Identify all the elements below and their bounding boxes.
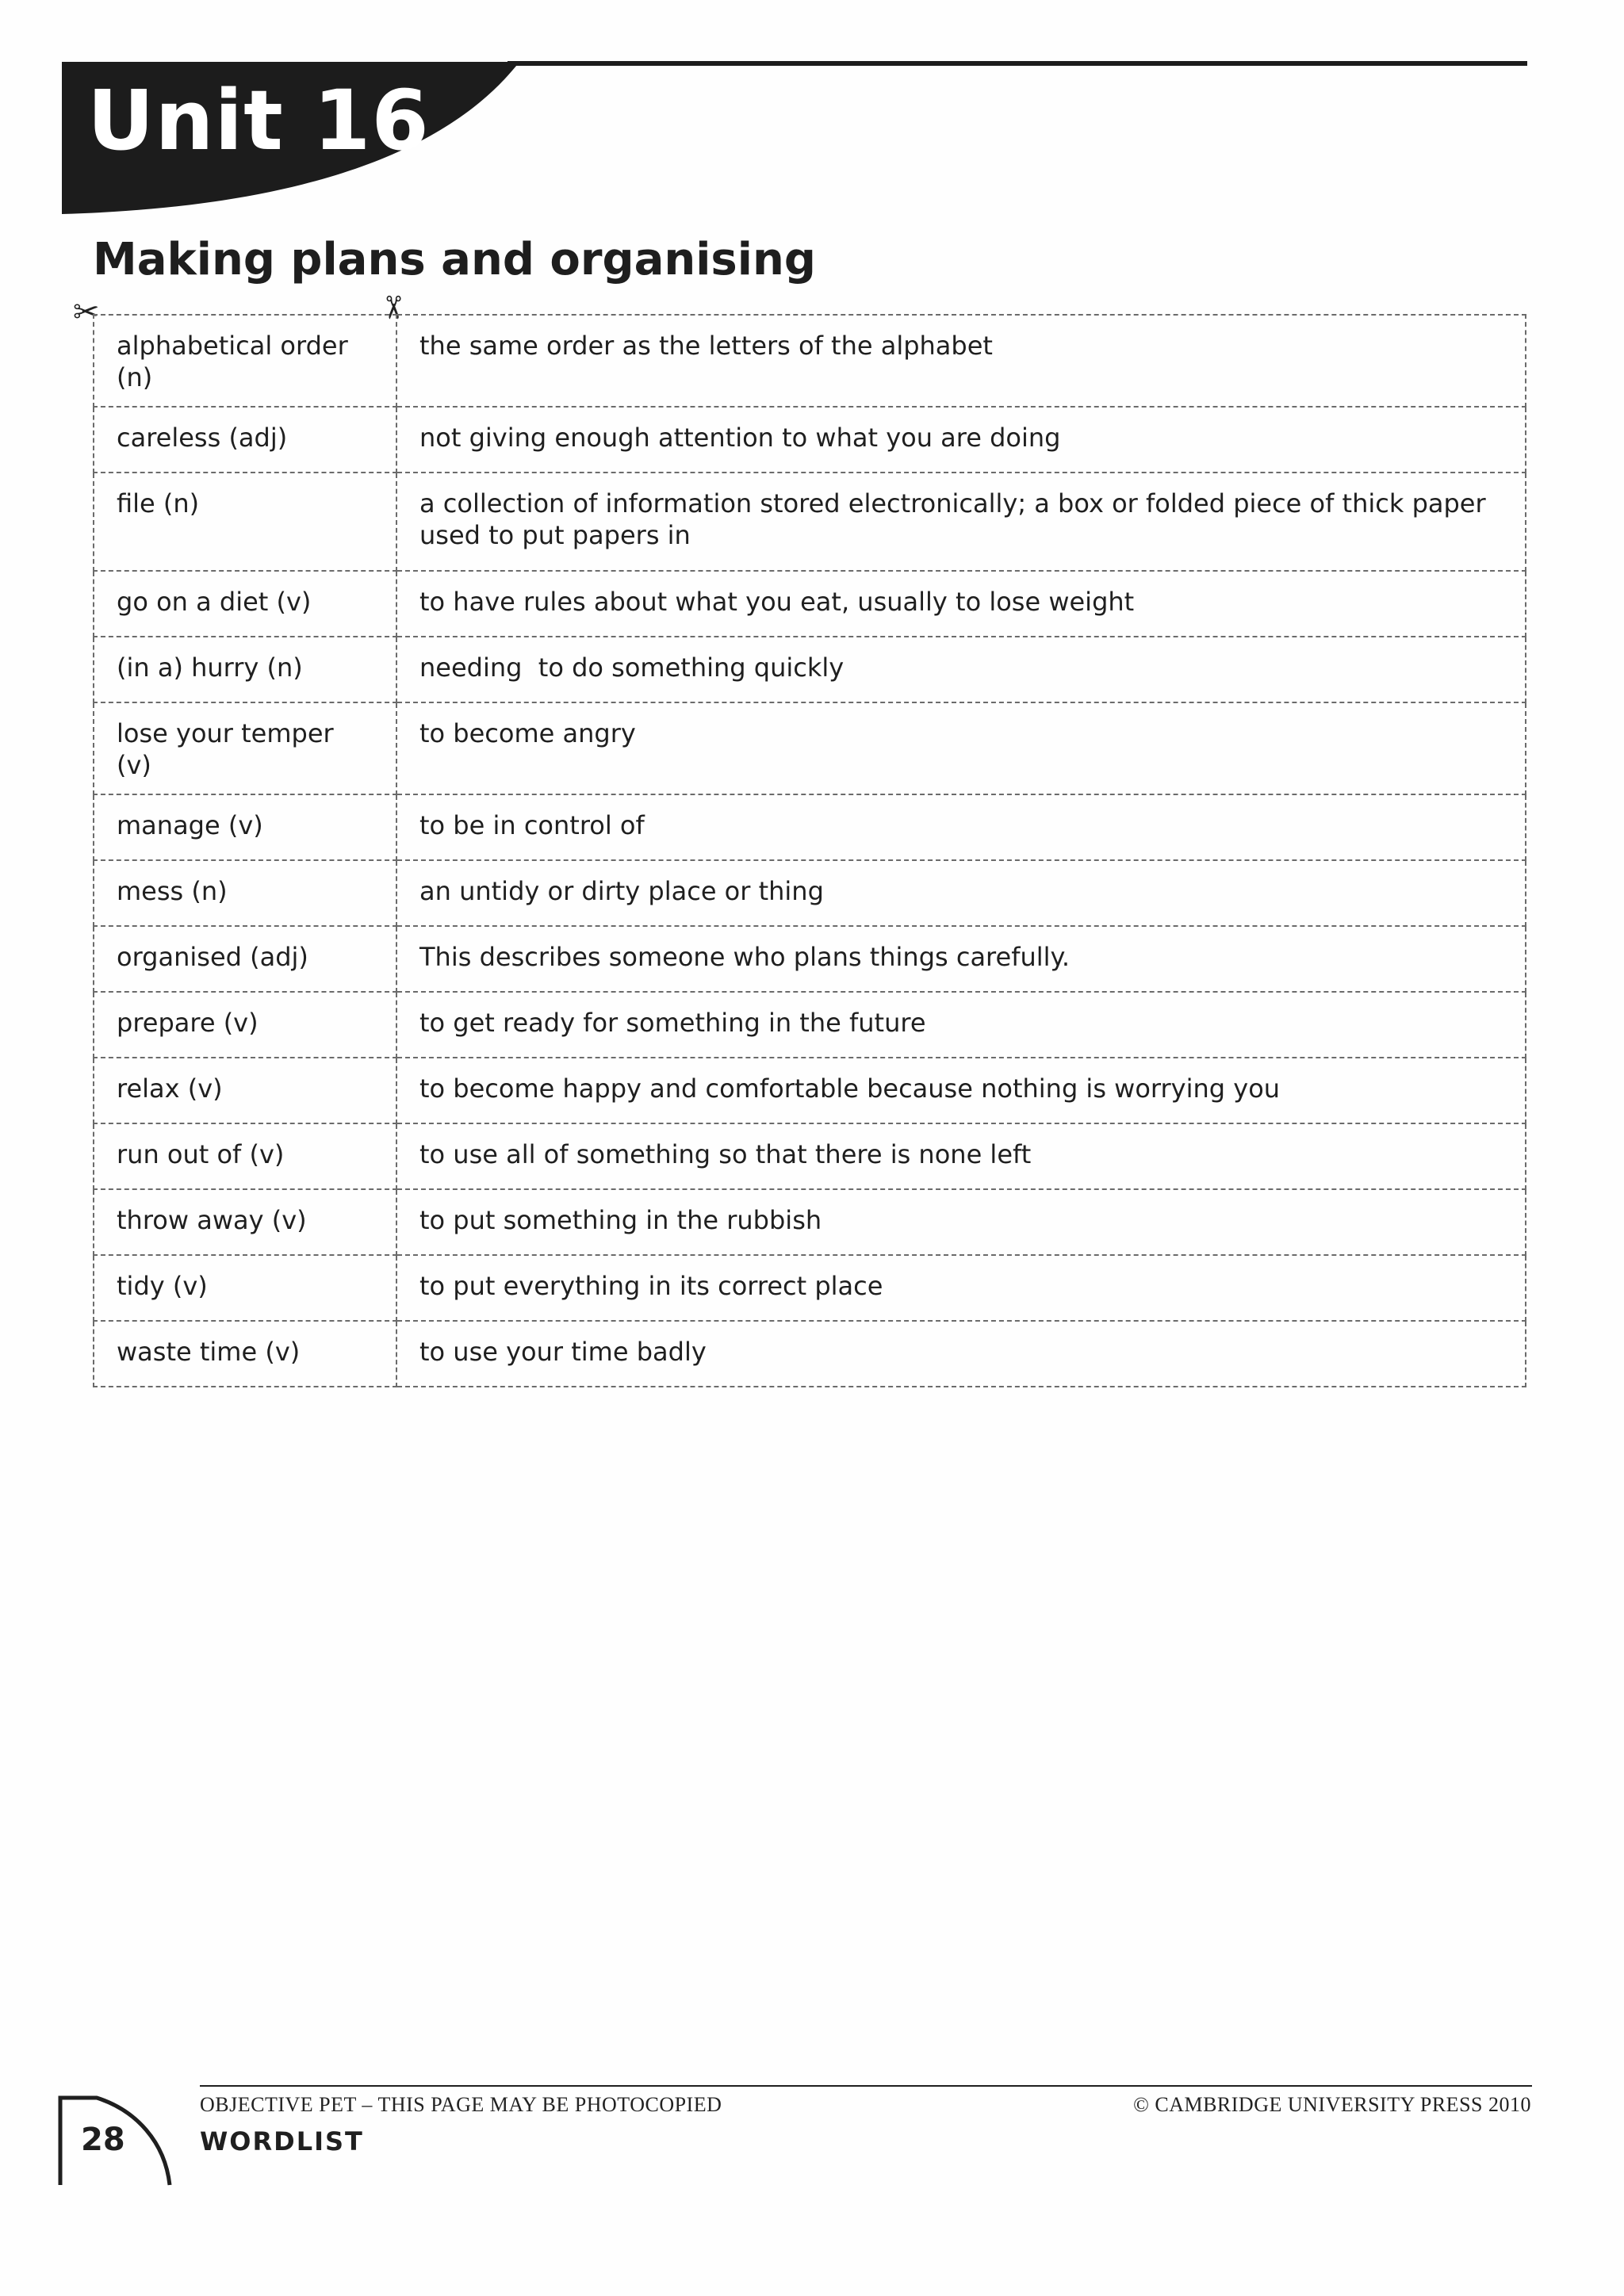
table-row (94, 794, 1526, 860)
term-cell: prepare (v) (94, 992, 396, 1058)
definition-cell: needing to do something quickly (396, 637, 1526, 702)
table-row (94, 1058, 1526, 1123)
table-row (94, 637, 1526, 702)
definition-cell: to become happy and comfortable because nothing is worrying you (396, 1058, 1526, 1123)
term-cell: throw away (v) (94, 1189, 396, 1255)
unit-title: Unit 16 (87, 72, 430, 169)
table-row (94, 315, 1526, 407)
table-row (94, 926, 1526, 992)
definition-cell: an untidy or dirty place or thing (396, 860, 1526, 926)
page-number: 28 (81, 2122, 125, 2158)
photocopy-note: OBJECTIVE PET – THIS PAGE MAY BE PHOTOCOPIED (200, 2093, 722, 2116)
term-cell: mess (n) (94, 860, 396, 926)
header-rule (508, 61, 1527, 66)
term-cell: (in a) hurry (n) (94, 637, 396, 702)
table-row (94, 473, 1526, 571)
term-cell: tidy (v) (94, 1255, 396, 1321)
term-cell: lose your temper (v) (94, 702, 396, 794)
definition-cell: to put everything in its correct place (396, 1255, 1526, 1321)
table-row (94, 992, 1526, 1058)
definition-cell: to put something in the rubbish (396, 1189, 1526, 1255)
section-title: Making plans and organising (93, 234, 816, 285)
term-cell: go on a diet (v) (94, 571, 396, 637)
table-row (94, 1123, 1526, 1189)
definition-cell: to be in control of (396, 794, 1526, 860)
wordlist-table (93, 314, 1526, 1387)
section-label: WORDLIST (200, 2126, 364, 2156)
definition-cell: to use all of something so that there is none left (396, 1123, 1526, 1189)
term-cell: file (n) (94, 473, 396, 571)
definition-cell: the same order as the letters of the alphabet (396, 315, 1526, 407)
table-row (94, 571, 1526, 637)
definition-cell: to get ready for something in the future (396, 992, 1526, 1058)
table-row (94, 1321, 1526, 1387)
term-cell: organised (adj) (94, 926, 396, 992)
definition-cell: to have rules about what you eat, usually to lose weight (396, 571, 1526, 637)
table-row (94, 860, 1526, 926)
term-cell: relax (v) (94, 1058, 396, 1123)
table-row (94, 1255, 1526, 1321)
definition-cell: not giving enough attention to what you are doing (396, 407, 1526, 473)
term-cell: run out of (v) (94, 1123, 396, 1189)
term-cell: manage (v) (94, 794, 396, 860)
table-row (94, 407, 1526, 473)
definition-cell: to use your time badly (396, 1321, 1526, 1387)
table-row (94, 702, 1526, 794)
scissors-icon: ✂ (373, 294, 411, 321)
term-cell: waste time (v) (94, 1321, 396, 1387)
term-cell: careless (adj) (94, 407, 396, 473)
copyright-note: © CAMBRIDGE UNIVERSITY PRESS 2010 (1133, 2093, 1531, 2116)
table-row (94, 1189, 1526, 1255)
definition-cell: This describes someone who plans things carefully. (396, 926, 1526, 992)
definition-cell: a collection of information stored electronically; a box or folded piece of thick paper used to put papers in (396, 473, 1526, 571)
scissors-icon: ✂ (73, 294, 100, 331)
footer-rule (200, 2085, 1532, 2087)
term-cell: alphabetical order (n) (94, 315, 396, 407)
definition-cell: to become angry (396, 702, 1526, 794)
